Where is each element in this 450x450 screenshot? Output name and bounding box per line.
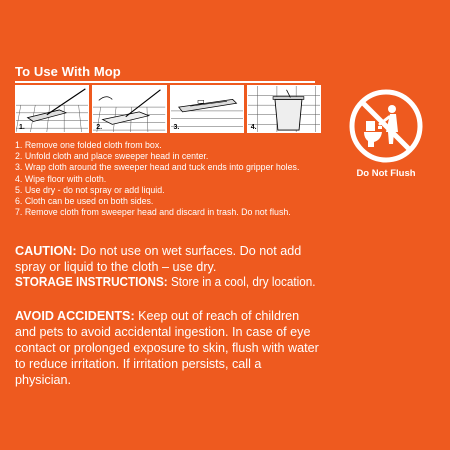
- step-2-illustration: [92, 85, 166, 133]
- avoid-text: Keep out of reach of children and pets to avoid accidental ingestion. In case of eye contact or prolonged exposure to skin, flush with water to reduce irritation. If irritation persists, call a physician.: [15, 309, 319, 387]
- instruction-item: 1. Remove one folded cloth from box.: [15, 140, 162, 151]
- storage-text: Store in a cool, dry location.: [170, 275, 316, 289]
- step-number: 3.: [173, 124, 180, 131]
- instruction-list: [15, 140, 309, 218]
- instruction-item: 5. Use dry - do not spray or add liquid.: [15, 184, 165, 196]
- avoid-label: AVOID ACCIDENTS:: [15, 309, 135, 323]
- no-flush-icon: [348, 88, 424, 164]
- storage-paragraph: [15, 274, 322, 290]
- step-3-illustration: [170, 85, 244, 133]
- step-4-illustration: [247, 85, 321, 133]
- storage-label: STORAGE INSTRUCTIONS:: [15, 275, 168, 289]
- step-number: 2.: [96, 124, 103, 131]
- caution-paragraph: [15, 243, 330, 275]
- instruction-item: 4. Wipe floor with cloth.: [15, 173, 107, 185]
- instruction-item: 7. Remove cloth from sweeper head and discard in trash. Do not flush.: [15, 207, 291, 219]
- step-1-illustration: [15, 85, 89, 133]
- no-flush-label: Do Not Flush: [356, 168, 416, 179]
- section-title: To Use With Mop: [15, 64, 121, 79]
- step-number: 1.: [19, 124, 25, 131]
- caution-label: CAUTION:: [15, 244, 77, 258]
- steps-illustration-row: [15, 85, 321, 133]
- instruction-item: 2. Unfold cloth and place sweeper head in center.: [15, 151, 209, 163]
- step-number: 4.: [250, 124, 257, 131]
- avoid-accidents-paragraph: [15, 308, 320, 388]
- title-divider: [15, 81, 315, 83]
- caution-text: Do not use on wet surfaces. Do not add spray or liquid to the cloth – use dry.: [15, 244, 302, 274]
- instruction-item: 3. Wrap cloth around the sweeper head and tuck ends into gripper holes.: [15, 162, 300, 174]
- instruction-item: 6. Cloth can be used on both sides.: [15, 196, 154, 208]
